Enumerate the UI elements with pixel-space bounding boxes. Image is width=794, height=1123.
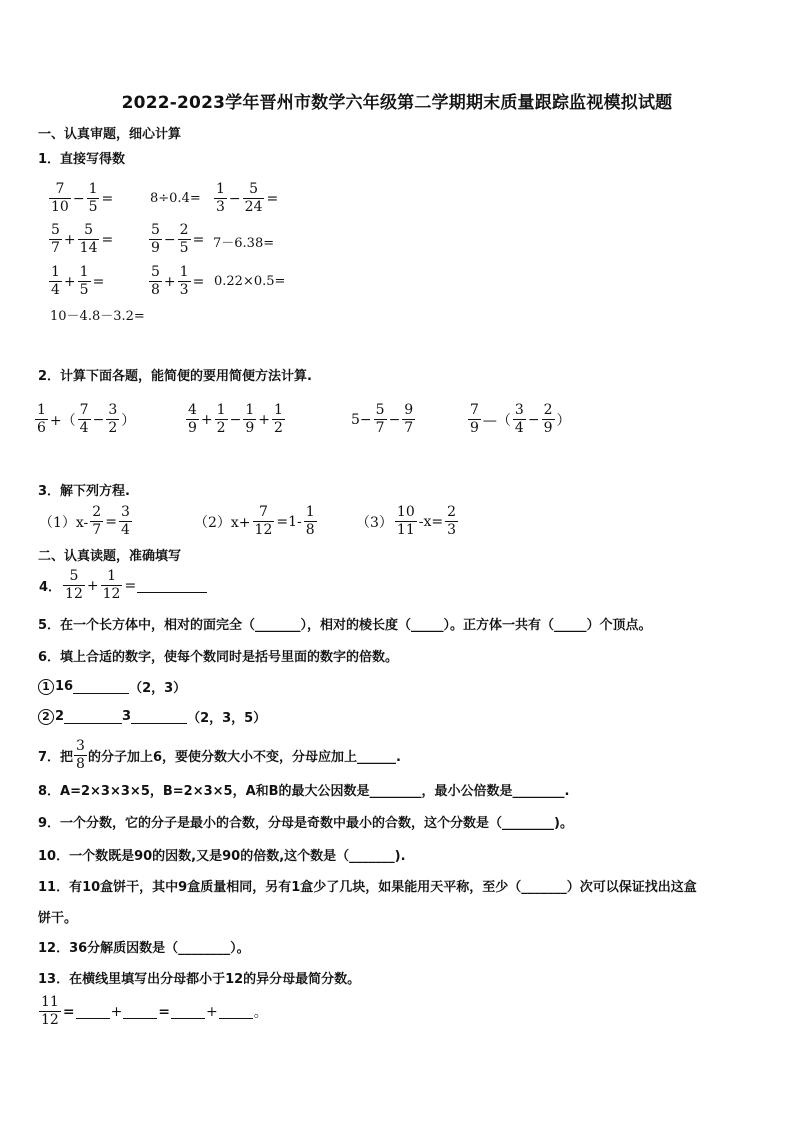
q1-label: 1．直接写得数 [38,152,126,167]
q2-expr-2: $\frac{4}{9}$ + $\frac{1}{2}$ − $\frac{1}{9}$ + $\frac{1}{2}$ [188,402,283,436]
q4: 4． $\frac{5}{12}$ + $\frac{1}{12}$ = [38,568,207,603]
q6-2a-blank[interactable] [64,709,122,724]
q2-expr-1: $\frac{1}{6}$ +（ $\frac{7}{4}$ − $\frac{3}{2}$ ） [37,402,136,436]
q1-r2-b: $\frac{5}{9}$ − $\frac{2}{5}$ = [151,222,205,256]
page-title: 2022-2023学年晋州市数学六年级第二学期期末质量跟踪监视模拟试题 [121,93,673,113]
q3-eq-3: （3） $\frac{10}{11}$ -x= $\frac{2}{3}$ [356,504,457,538]
q13-blank-1[interactable] [76,1004,110,1019]
section-2-heading: 二、认真读题，准确填写 [38,549,182,564]
q6-2b-blank[interactable] [131,709,187,724]
circled-number-2: 2 [38,709,54,725]
q2-expr-3: 5− $\frac{5}{7}$ − $\frac{9}{7}$ [351,402,414,436]
q12: 12．36分解质因数是（________）。 [38,941,250,956]
q1-r1-b: 8÷0.4= [150,191,201,206]
q9: 9．一个分数，它的分子是最小的合数，分母是奇数中最小的合数，这个分数是（________)。 [38,816,573,831]
q13-blank-4[interactable] [219,1004,253,1019]
q6-label: 6．填上合适的数字，使每个数同时是括号里面的数字的倍数。 [38,650,399,665]
q13-blank-3[interactable] [171,1004,205,1019]
q6-1-blank[interactable] [73,679,129,694]
q11-line-2: 饼干。 [38,911,78,926]
q1-r2-c: 7－6.38= [213,236,275,251]
section-1-heading: 一、认真审题，细心计算 [38,127,182,142]
q2-label: 2．计算下面各题，能简便的要用简便方法计算. [38,369,312,384]
q10: 10．一个数既是90的因数,又是90的倍数,这个数是（_______). [38,849,406,864]
q7: 7．把 $\frac{3}{8}$ 的分子加上6，要使分数大小不变，分母应加上______. [38,738,401,772]
q1-r3-c: 0.22×0.5= [214,274,286,289]
circled-number-1: 1 [38,679,54,695]
q4-answer-blank[interactable] [137,578,207,593]
q1-r1-a: $\frac{7}{10}$ − $\frac{1}{5}$ = [51,181,114,215]
q1-r2-a: $\frac{5}{7}$ + $\frac{5}{14}$ = [51,222,114,256]
q3-eq-1: （1）x- $\frac{2}{7}$ = $\frac{3}{4}$ [39,504,130,538]
q11-line-1: 11．有10盒饼干，其中9盒质量相同，另有1盒少了几块，如果能用天平称，至少（_______）次可以保证找出这盒 [38,880,697,895]
q3-label: 3．解下列方程. [38,484,130,499]
q3-eq-2: （2）x+ $\frac{7}{12}$ =1- $\frac{1}{8}$ [194,504,315,538]
q1-r3-b: $\frac{5}{8}$ + $\frac{1}{3}$ = [151,264,205,298]
q8: 8．A=2×3×3×5，B=2×3×5，A和B的最大公因数是________，最小公倍数是________. [38,784,570,799]
q6-item-2: 2 2 3 （2，3，5） [38,707,266,726]
q5: 5．在一个长方体中，相对的面完全（_______），相对的棱长度（_____）。正方体一共有（_____）个顶点。 [38,618,652,633]
q2-expr-4: $\frac{7}{9}$ —（ $\frac{3}{4}$ − $\frac{2}{9}$ ） [470,402,571,436]
q1-r3-a: $\frac{1}{4}$ + $\frac{1}{5}$ = [51,264,105,298]
q1-r1-c: $\frac{1}{3}$ − $\frac{5}{24}$ = [216,181,279,215]
q13-blank-2[interactable] [123,1004,157,1019]
q13-expression: $\frac{11}{12}$ = + = + 。 [41,994,268,1028]
q1-r4: 10－4.8－3.2= [50,309,145,324]
q13-label: 13．在横线里填写出分母都小于12的异分母最简分数。 [38,972,361,987]
q6-item-1: 1 16 （2，3） [38,677,186,696]
